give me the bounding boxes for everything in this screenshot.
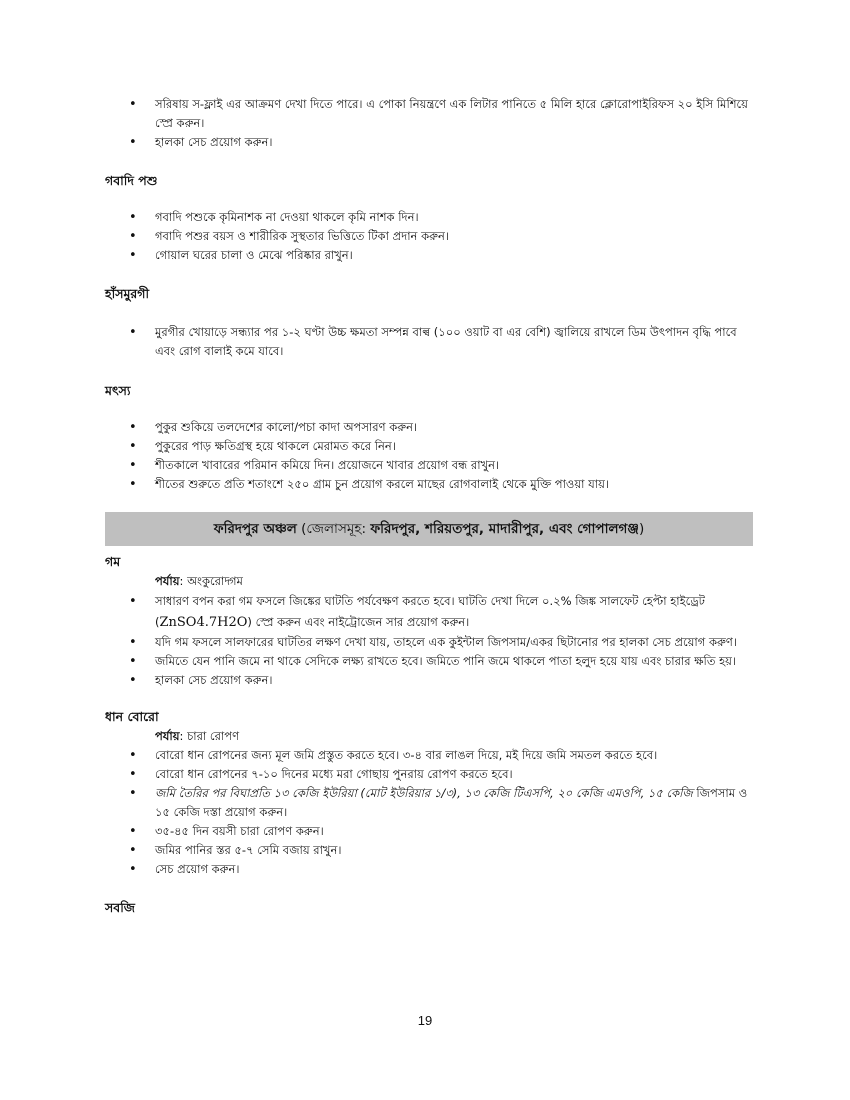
intro-list: [105, 95, 753, 152]
zinc-text-post: ) স্প্রে করুন এবং নাইট্রোজেন সার প্রয়োগ করুন।: [247, 615, 470, 629]
section-heading-fish: মৎস্য: [105, 383, 131, 398]
list-item: • বোরো ধান রোপনের জন্য মূল জমি প্রস্তুত করতে হবে। ৩-৪ বার লাঙল দিয়ে, মই দিয়ে জমি সমতল করতে হবে।: [105, 746, 753, 765]
list-item: • গোয়াল ঘরের চালা ও মেঝে পরিষ্কার রাখুন।: [105, 246, 753, 265]
list-item: • হালকা সেচ প্রয়োগ করুন।: [105, 133, 753, 152]
page-number: 19: [417, 1013, 433, 1028]
list-item: [105, 784, 753, 822]
region-districts-open: (জেলাসমূহ:: [296, 521, 371, 537]
stage-value: : অংকুরোদ্গম: [179, 574, 243, 588]
list-item: • জমিতে যেন পানি জমে না থাকে সেদিকে লক্ষ্য রাখতে হবে। জমিতে পানি জমে থাকলে পাতা হলুদ হয়ে যায় এবং চারার ক্ষতি হয়।: [105, 652, 753, 671]
livestock-list: [105, 208, 753, 265]
section-heading-vegetables: সবজি: [105, 900, 135, 915]
list-item: • গবাদি পশুর বয়স ও শারীরিক সুস্থতার ভিত্তিতে টিকা প্রদান করুন।: [105, 227, 753, 246]
fertilizer-text-plain: জিপসাম ও ১৫ কেজি দস্তা প্রয়োগ করুন।: [155, 786, 748, 819]
fish-list: [105, 418, 753, 494]
region-districts-close: ): [638, 521, 645, 537]
section-heading-wheat: গম: [105, 554, 121, 569]
region-districts: ফরিদপুর, শরিয়তপুর, মাদারীপুর, এবং গোপালগঞ্জ: [370, 521, 639, 537]
zinc-formula: ZnSO4.7H2O: [159, 615, 248, 630]
list-item: • পুকুর শুকিয়ে তলদেশের কালো/পচা কাদা অপসারণ করুন।: [105, 418, 753, 437]
stage-label: পর্যায়: [155, 574, 180, 588]
list-item: • হালকা সেচ প্রয়োগ করুন।: [105, 671, 753, 690]
list-item: • বোরো ধান রোপনের ৭-১০ দিনের মধ্যে মরা গোছায় পুনরায় রোপণ করতে হবে।: [105, 765, 753, 784]
list-item: • পুকুরের পাড় ক্ষতিগ্রস্থ হয়ে থাকলে মেরামত করে নিন।: [105, 437, 753, 456]
list-item: • শীতকালে খাবারের পরিমান কমিয়ে দিন। প্রয়োজনে খাবার প্রয়োগ বন্ধ রাখুন।: [105, 456, 753, 475]
region-name: ফরিদপুর অঞ্চল: [213, 521, 297, 537]
list-item: • সরিষায় স-ফ্লাই এর আক্রমণ দেখা দিতে পারে। এ পোকা নিয়ন্ত্রণে এক লিটার পানিতে ৫ মিলি হারে ক্লোরোপাইরিফস ২০ ইসি মিশিয়ে স্প্রে করুন।: [105, 95, 753, 133]
poultry-list: [105, 323, 753, 361]
stage-label: পর্যায়: [155, 729, 180, 743]
stage-value: : চারা রোপণ: [179, 729, 240, 743]
list-item: • শীতের শুরুতে প্রতি শতাংশে ২৫০ গ্রাম চুন প্রয়োগ করলে মাছের রোগবালাই থেকে মুক্তি পাওয়া যায়।: [105, 475, 753, 494]
wheat-list: [105, 591, 753, 690]
fertilizer-text-italic: জমি তৈরির পর বিঘাপ্রতি ১৩ কেজি ইউরিয়া (মোট ইউরিয়ার ১/৩), ১৩ কেজি টিএসপি, ২০ কেজি এমওপি, ১৫ কেজি: [155, 786, 693, 800]
section-heading-boro: ধান বোরো: [105, 709, 159, 724]
region-header: [105, 512, 753, 546]
section-heading-livestock: গবাদি পশু: [105, 173, 158, 188]
list-item: • গবাদি পশুকে কৃমিনাশক না দেওয়া থাকলে কৃমি নাশক দিন।: [105, 208, 753, 227]
list-item: • সেচ প্রয়োগ করুন।: [105, 860, 753, 879]
section-heading-poultry: হাঁসমুরগী: [105, 286, 150, 301]
boro-stage: [105, 727, 753, 746]
list-item: • ৩৫-৪৫ দিন বয়সী চারা রোপণ করুন।: [105, 822, 753, 841]
list-item: • যদি গম ফসলে সালফারের ঘাটতির লক্ষণ দেখা যায়, তাহলে এক কুইন্টাল জিপসাম/একর ছিটানোর পর হালকা সেচ প্রয়োগ করুণ।: [105, 633, 753, 652]
list-item: [105, 591, 753, 633]
wheat-stage: [105, 572, 753, 591]
list-item: • মুরগীর খোয়াড়ে সন্ধ্যার পর ১-২ ঘণ্টা উচ্চ ক্ষমতা সম্পন্ন বাল্ব (১০০ ওয়াট বা এর বেশি) জ্বালিয়ে রাখলে ডিম উৎপাদন বৃদ্ধি পাবে এবং রোগ বালাই কমে যাবে।: [105, 323, 753, 361]
page-content: [105, 95, 753, 918]
boro-list: [105, 746, 753, 879]
list-item: • জমির পানির স্তর ৫-৭ সেমি বজায় রাখুন।: [105, 841, 753, 860]
zinc-text-pre: সাধারণ বপন করা গম ফসলে জিঙ্কের ঘাটতি পর্যবেক্ষণ করতে হবে। ঘাটতি দেখা দিলে ০.২% জিঙ্ক সালফেট হেপ্টা হাইড্রেট (: [155, 594, 705, 629]
